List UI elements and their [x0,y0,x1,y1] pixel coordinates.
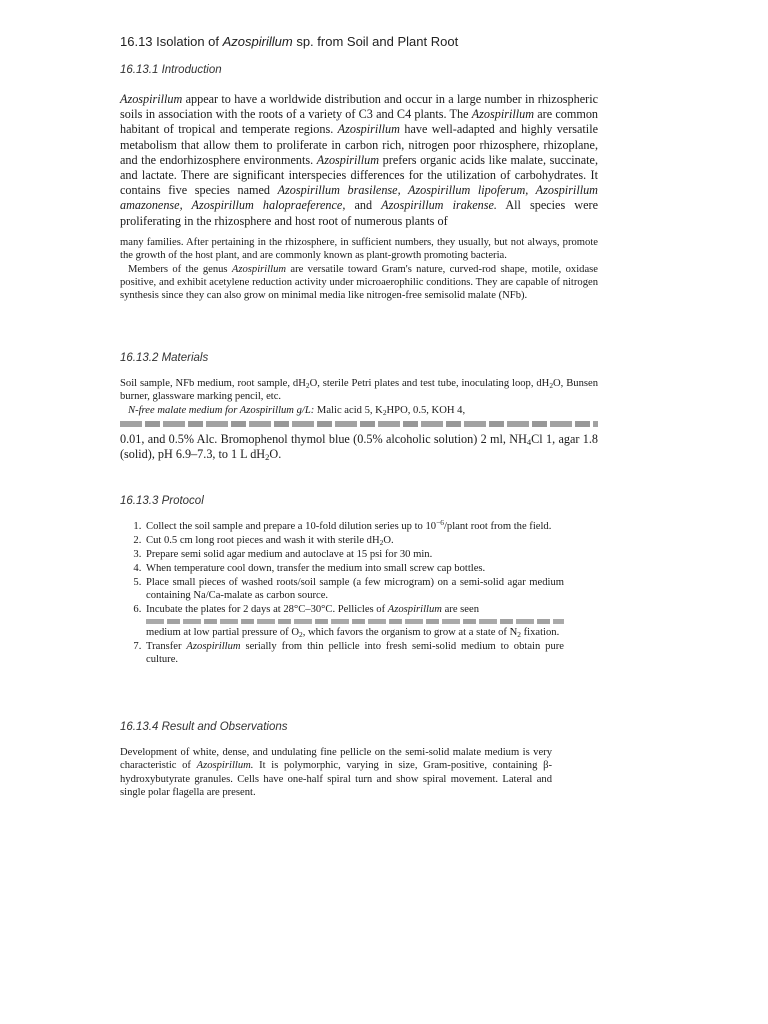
protocol-step: 5. Place small pieces of washed roots/soil sample (a few microgram) on a semi-solid agar medium containing Na/Ca-malate as carbon source. [144,576,564,602]
intro-paragraph-2: Members of the genus Azospirillum are versatile toward Gram's nature, curved-rod shape, motile, oxidase positive, and exhibit acetylene reduction activity under microaerophilic conditions. They are capable of nitrogen synthesis since they can also grow on minimal media like nitrogen-free semisolid malate (NFb). [120,263,598,302]
protocol-step: 6. Incubate the plates for 2 days at 28°C–30°C. Pellicles of Azospirillum are seen medium at low partial pressure of $O_2$, which favors the organism to grow at a state of $N_2$ fixation. [144,603,564,639]
protocol-step: 4. When temperature cool down, transfer the medium into small screw cap bottles. [144,562,564,575]
heading-materials: 16.13.2 Materials [120,352,209,364]
heading-protocol: 16.13.3 Protocol [120,495,204,507]
clipped-text-line [146,619,564,624]
title-genus: Azospirillum [222,34,293,49]
clipped-text-line [120,421,598,427]
intro-paragraph-1-tail: many families. After pertaining in the rhizosphere, in sufficient numbers, they usually, but not always, promote the growth of the host plant, and are commonly known as plant-growth promoting bacteria. Members of the genus Azospirillum are versatile toward Gram's nature, curved-rod shape, motile, oxidase positive, and exhibit acetylene reduction activity under microaerophilic conditions. They are capable of nitrogen synthesis since they can also grow on minimal media like nitrogen-free semisolid malate (NFb). [120,237,598,302]
heading-results: 16.13.4 Result and Observations [120,721,288,733]
title-text-end: sp. from Soil and Plant Root [292,34,459,49]
materials-list: Soil sample, NFb medium, root sample, $dH_2O$, sterile Petri plates and test tube, inoculating loop, $dH_2O$, Bunsen burner, glassware marking pencil, etc. N-free malate medium for Azospirillum g/L: Malic acid 5, $K_2HPO$, 0.5, KOH 4, [120,378,598,417]
materials-medium-composition: 0.01, and 0.5% Alc. Bromophenol thymol blue (0.5% alcoholic solution) 2 ml, $NH_4Cl$ 1, agar 1.8 (solid), pH 6.9–7.3, to 1 L $dH_2O$. [120,432,598,463]
protocol-step: 3. Prepare semi solid agar medium and autoclave at 15 psi for 30 min. [144,548,564,561]
title-text: 16.13 Isolation of [120,34,223,49]
intro-paragraph-1: Azospirillum appear to have a worldwide distribution and occur in a large number in rhizospheric soils in association with the roots of a variety of C3 and C4 plants. The Azospirillum are common habitant of tropical and temperate regions. Azospirillum have well-adapted and highly versatile metabolism that allow them to proliferate in carbon rich, nitrogen poor rhizosphere, rhizoplane, and the endorhizosphere environments. Azospirillum prefers organic acids like malate, succinate, and lactate. There are significant interspecies differences for the utilization of carbohydrates. It contains five species named Azospirillum brasilense, Azospirillum lipoferum, Azospirillum amazonense, Azospirillum halopraeference, and Azospirillum irakense. All species were proliferating in the rhizosphere and host root of numerous plants of [120,92,599,228]
protocol-steps [128,520,564,667]
heading-introduction: 16.13.1 Introduction [120,64,222,76]
protocol-step: 2. Cut 0.5 cm long root pieces and wash it with sterile $dH_2O$. [144,534,564,547]
results-paragraph: Development of white, dense, and undulating fine pellicle on the semi-solid malate medium is very characteristic of Azospirillum. It is polymorphic, varying in size, Gram-positive, containing β-hydroxybutyrate granules. Cells have one-half spiral turn and show spiral movement. Lateral and single polar flagella are present. [120,747,552,798]
protocol-step-6-continued: medium at low partial pressure of $O_2$, which favors the organism to grow at a state of $N_2$ fixation. [146,627,560,639]
protocol-step: 7. Transfer Azospirillum serially from thin pellicle into fresh semi-solid medium to obtain pure culture. [144,640,564,666]
protocol-step: 1. Collect the soil sample and prepare a 10-fold dilution series up to $10^{-6}$/plant root from the field. [144,520,564,533]
page-title [120,34,620,49]
